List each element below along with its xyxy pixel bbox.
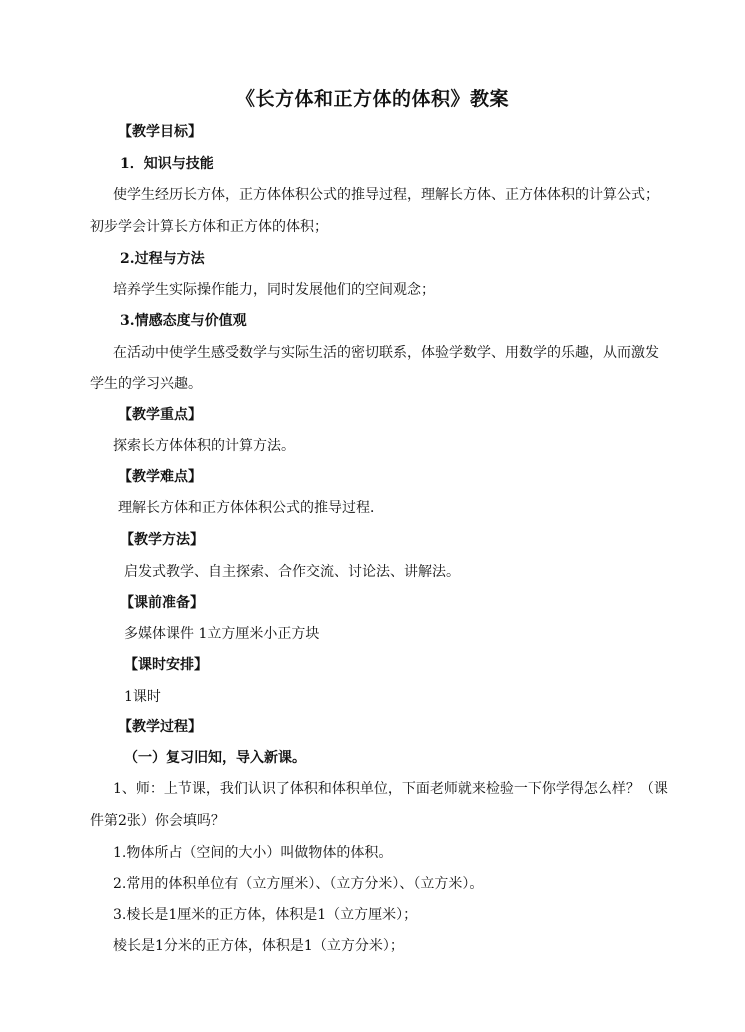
schedule-heading: 【课时安排】: [124, 657, 208, 673]
prep-text: 多媒体课件 1立方厘米小正方块: [124, 626, 320, 642]
process-1-heading: （一）复习旧知，导入新课。: [124, 750, 306, 766]
process-1-text-b: 件第2张）你会填吗？: [90, 813, 225, 829]
process-heading: 【教学过程】: [118, 719, 202, 735]
goal-2-text: 培养学生实际操作能力，同时发展他们的空间观念；: [113, 282, 435, 298]
goal-3-text-a: 在活动中使学生感受数学与实际生活的密切联系，体验学数学、用数学的乐趣，从而激发: [113, 345, 659, 361]
key-text: 探索长方体体积的计算方法。: [113, 438, 295, 454]
question-3b: 棱长是1分米的正方体，体积是1（立方分米）；: [113, 938, 404, 954]
goal-heading: 【教学目标】: [118, 124, 202, 140]
difficulty-heading: 【教学难点】: [118, 469, 202, 485]
method-text: 启发式教学、自主探索、合作交流、讨论法、讲解法。: [124, 564, 460, 580]
goal-2-heading: 2.过程与方法: [120, 251, 205, 267]
goal-3-text-b: 学生的学习兴趣。: [90, 376, 202, 392]
question-3a: 3.棱长是1厘米的正方体，体积是1（立方厘米）；: [113, 907, 418, 923]
key-heading: 【教学重点】: [118, 407, 202, 423]
method-heading: 【教学方法】: [120, 532, 204, 548]
document-title: 《长方体和正方体的体积》教案: [235, 88, 509, 110]
question-1: 1.物体所占（空间的大小）叫做物体的体积。: [113, 845, 393, 861]
goal-1-text-a: 使学生经历长方体，正方体体积公式的推导过程，理解长方体、正方体体积的计算公式；: [113, 187, 659, 203]
goal-1-heading: 1．知识与技能: [120, 156, 214, 172]
question-2: 2.常用的体积单位有（立方厘米）、（立方分米）、（立方米）。: [113, 876, 484, 892]
schedule-text: 1课时: [124, 689, 161, 705]
prep-heading: 【课前准备】: [120, 595, 204, 611]
goal-1-text-b: 初步学会计算长方体和正方体的体积；: [90, 219, 328, 235]
goal-3-heading: 3.情感态度与价值观: [120, 313, 247, 329]
difficulty-text: 理解长方体和正方体体积公式的推导过程．: [118, 500, 384, 516]
process-1-text-a: 1、师：上节课，我们认识了体积和体积单位，下面老师就来检验一下你学得怎么样？（课: [113, 781, 668, 797]
